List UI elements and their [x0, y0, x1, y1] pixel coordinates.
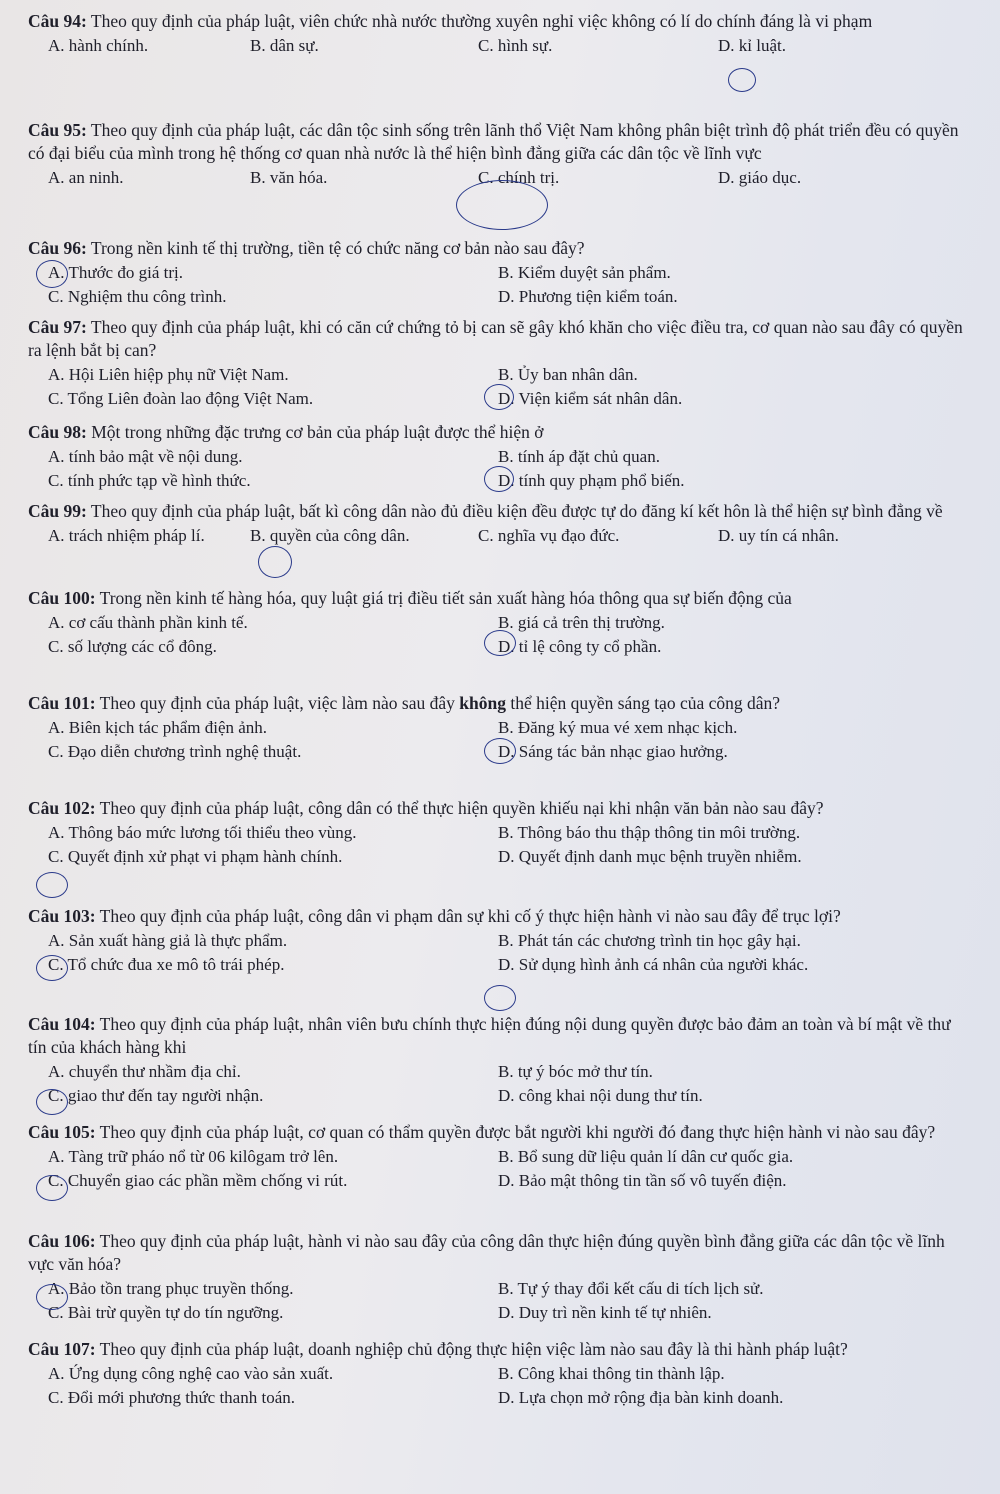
option-d[interactable]: D. Quyết định danh mục bệnh truyền nhiễm. [498, 847, 802, 866]
option-b[interactable]: B. tính áp đặt chủ quan. [498, 447, 660, 466]
options [28, 821, 973, 869]
option-d[interactable]: D. công khai nội dung thư tín. [498, 1086, 703, 1105]
question-label: Câu 94: [28, 11, 87, 31]
question-label: Câu 95: [28, 120, 87, 140]
question-label: Câu 97: [28, 317, 87, 337]
question-label: Câu 101: [28, 693, 96, 713]
option-c[interactable]: C. nghĩa vụ đạo đức. [478, 526, 620, 545]
option-c[interactable]: C. hình sự. [478, 36, 553, 55]
option-d[interactable]: D. Duy trì nền kinh tế tự nhiên. [498, 1303, 712, 1322]
options [28, 929, 973, 977]
options [28, 611, 973, 659]
option-d[interactable]: D. tính quy phạm phổ biến. [498, 471, 685, 490]
question-98 [28, 421, 973, 493]
options [28, 261, 973, 309]
option-c[interactable]: C. số lượng các cổ đông. [48, 637, 217, 656]
question-label: Câu 96: [28, 238, 87, 258]
option-b[interactable]: B. văn hóa. [250, 168, 328, 187]
option-a[interactable]: A. Bảo tồn trang phục truyền thống. [48, 1279, 294, 1298]
option-d[interactable]: D. Phương tiện kiểm toán. [498, 287, 678, 306]
options [28, 34, 973, 58]
question-label: Câu 99: [28, 501, 87, 521]
options [28, 1362, 973, 1410]
option-b[interactable]: B. giá cả trên thị trường. [498, 613, 665, 632]
option-c[interactable]: C. Đổi mới phương thức thanh toán. [48, 1388, 295, 1407]
question-96 [28, 237, 973, 309]
option-a[interactable]: A. Ứng dụng công nghệ cao vào sản xuất. [48, 1364, 334, 1383]
answer-circle-mark [728, 68, 756, 92]
question-label: Câu 100: [28, 588, 96, 608]
option-c[interactable]: C. chính trị. [478, 168, 560, 187]
option-b[interactable]: B. Ủy ban nhân dân. [498, 365, 638, 384]
question-94 [28, 10, 973, 58]
question-text: Theo quy định của pháp luật, khi có căn cứ chứng tỏ bị can sẽ gây khó khăn cho việc điều tra, cơ quan nào sau đây có quyền ra lệnh bắt bị can? [28, 317, 963, 360]
option-a[interactable]: A. Biên kịch tác phẩm điện ảnh. [48, 718, 268, 737]
question-105 [28, 1121, 973, 1193]
question-101 [28, 692, 973, 764]
question-text: Theo quy định của pháp luật, công dân có thể thực hiện quyền khiếu nại khi nhận văn bản nào sau đây? [99, 798, 824, 818]
question-label: Câu 104: [28, 1014, 96, 1034]
options [28, 1060, 973, 1108]
option-c[interactable]: C. Chuyển giao các phần mềm chống vi rút. [48, 1171, 348, 1190]
option-d[interactable]: D. Bảo mật thông tin tần số vô tuyến điện. [498, 1171, 787, 1190]
option-c[interactable]: C. Tổ chức đua xe mô tô trái phép. [48, 955, 285, 974]
option-a[interactable]: A. Thông báo mức lương tối thiểu theo vùng. [48, 823, 357, 842]
option-a[interactable]: A. hành chính. [48, 36, 149, 55]
option-a[interactable]: A. Sản xuất hàng giả là thực phẩm. [48, 931, 288, 950]
option-c[interactable]: C. giao thư đến tay người nhận. [48, 1086, 264, 1105]
question-100 [28, 587, 973, 659]
option-b[interactable]: B. dân sự. [250, 36, 319, 55]
option-d[interactable]: D. tỉ lệ công ty cổ phần. [498, 637, 662, 656]
option-c[interactable]: C. tính phức tạp về hình thức. [48, 471, 251, 490]
option-a[interactable]: A. an ninh. [48, 168, 124, 187]
option-d[interactable]: D. kỉ luật. [718, 36, 786, 55]
answer-circle-mark [484, 985, 516, 1011]
question-text: Theo quy định của pháp luật, các dân tộc sinh sống trên lãnh thổ Việt Nam không phân biệt trình độ phát triển đều có quyền có đại biểu của mình trong hệ thống cơ quan nhà nước là thể hiện bình đẳng giữa các dân tộc về lĩnh vực [28, 120, 959, 163]
question-label: Câu 102: [28, 798, 96, 818]
question-99 [28, 500, 973, 548]
question-102 [28, 797, 973, 869]
option-a[interactable]: A. Thước đo giá trị. [48, 263, 183, 282]
option-b[interactable]: B. tự ý bóc mở thư tín. [498, 1062, 653, 1081]
options [28, 166, 973, 190]
answer-circle-mark [258, 546, 292, 578]
question-95 [28, 119, 973, 190]
answer-circle-mark [36, 872, 68, 898]
option-b[interactable]: B. Phát tán các chương trình tin học gây hại. [498, 931, 801, 950]
option-b[interactable]: B. Tự ý thay đổi kết cấu di tích lịch sử. [498, 1279, 764, 1298]
options [28, 1277, 973, 1325]
question-104 [28, 1013, 973, 1108]
question-text: Theo quy định của pháp luật, doanh nghiệp chủ động thực hiện việc làm nào sau đây là thi hành pháp luật? [99, 1339, 848, 1359]
option-b[interactable]: B. Thông báo thu thập thông tin môi trường. [498, 823, 801, 842]
option-b[interactable]: B. Kiểm duyệt sản phẩm. [498, 263, 671, 282]
option-a[interactable]: A. trách nhiệm pháp lí. [48, 526, 205, 545]
option-b[interactable]: B. Đăng ký mua vé xem nhạc kịch. [498, 718, 738, 737]
question-label: Câu 107: [28, 1339, 96, 1359]
question-text: Theo quy định của pháp luật, nhân viên bưu chính thực hiện đúng nội dung quyền được bảo đảm an toàn và bí mật về thư tín của khách hàng khi [28, 1014, 951, 1057]
option-a[interactable]: A. chuyển thư nhầm địa chỉ. [48, 1062, 241, 1081]
options [28, 1145, 973, 1193]
options [28, 716, 973, 764]
question-text: Một trong những đặc trưng cơ bản của pháp luật được thể hiện ở [91, 422, 544, 442]
option-d[interactable]: D. Lựa chọn mở rộng địa bàn kinh doanh. [498, 1388, 784, 1407]
option-b[interactable]: B. Công khai thông tin thành lập. [498, 1364, 725, 1383]
option-a[interactable]: A. tính bảo mật về nội dung. [48, 447, 243, 466]
question-103 [28, 905, 973, 977]
question-label: Câu 103: [28, 906, 96, 926]
question-text: Theo quy định của pháp luật, cơ quan có thẩm quyền được bắt người khi người đó đang thực hiện hành vi nào sau đây? [99, 1122, 936, 1142]
option-b[interactable]: B. quyền của công dân. [250, 526, 410, 545]
question-text: Trong nền kinh tế thị trường, tiền tệ có chức năng cơ bản nào sau đây? [90, 238, 585, 258]
question-text-end: thể hiện quyền sáng tạo của công dân? [505, 693, 781, 713]
option-d[interactable]: D. giáo dục. [718, 168, 802, 187]
question-text: Theo quy định của pháp luật, viên chức nhà nước thường xuyên nghỉ việc không có lí do chính đáng là vi phạm [90, 11, 873, 31]
option-d[interactable]: D. Viện kiểm sát nhân dân. [498, 389, 683, 408]
option-d[interactable]: D. Sử dụng hình ảnh cá nhân của người khác. [498, 955, 809, 974]
option-c[interactable]: C. Tổng Liên đoàn lao động Việt Nam. [48, 389, 314, 408]
question-text: Trong nền kinh tế hàng hóa, quy luật giá trị điều tiết sản xuất hàng hóa thông qua sự biến động của [99, 588, 792, 608]
option-a[interactable]: A. cơ cấu thành phần kinh tế. [48, 613, 248, 632]
question-97 [28, 316, 973, 411]
question-text: Theo quy định của pháp luật, việc làm nào sau đây [99, 693, 460, 713]
question-emphasis: không [459, 693, 506, 713]
question-text: Theo quy định của pháp luật, bất kì công dân nào đủ điều kiện đều được tự do đăng kí kết hôn là thể hiện sự bình đẳng về [90, 501, 943, 521]
option-d[interactable]: D. Sáng tác bản nhạc giao hưởng. [498, 742, 728, 761]
option-c[interactable]: C. Quyết định xử phạt vi phạm hành chính. [48, 847, 343, 866]
question-label: Câu 106: [28, 1231, 96, 1251]
option-b[interactable]: B. Bổ sung dữ liệu quản lí dân cư quốc gia. [498, 1147, 794, 1166]
question-106 [28, 1230, 973, 1325]
option-a[interactable]: A. Tàng trữ pháo nổ từ 06 kilôgam trở lên. [48, 1147, 339, 1166]
option-c[interactable]: C. Nghiệm thu công trình. [48, 287, 227, 306]
options [28, 524, 973, 548]
option-c[interactable]: C. Đạo diễn chương trình nghệ thuật. [48, 742, 302, 761]
question-text: Theo quy định của pháp luật, công dân vi phạm dân sự khi cố ý thực hiện hành vi nào sau đây để trục lợi? [99, 906, 841, 926]
question-text: Theo quy định của pháp luật, hành vi nào sau đây của công dân thực hiện đúng quyền bình đẳng giữa các dân tộc về lĩnh vực văn hóa? [28, 1231, 945, 1274]
options [28, 445, 973, 493]
options [28, 363, 973, 411]
question-label: Câu 98: [28, 422, 87, 442]
option-c[interactable]: C. Bài trừ quyền tự do tín ngưỡng. [48, 1303, 284, 1322]
question-label: Câu 105: [28, 1122, 96, 1142]
option-d[interactable]: D. uy tín cá nhân. [718, 526, 839, 545]
question-107 [28, 1338, 973, 1410]
option-a[interactable]: A. Hội Liên hiệp phụ nữ Việt Nam. [48, 365, 289, 384]
